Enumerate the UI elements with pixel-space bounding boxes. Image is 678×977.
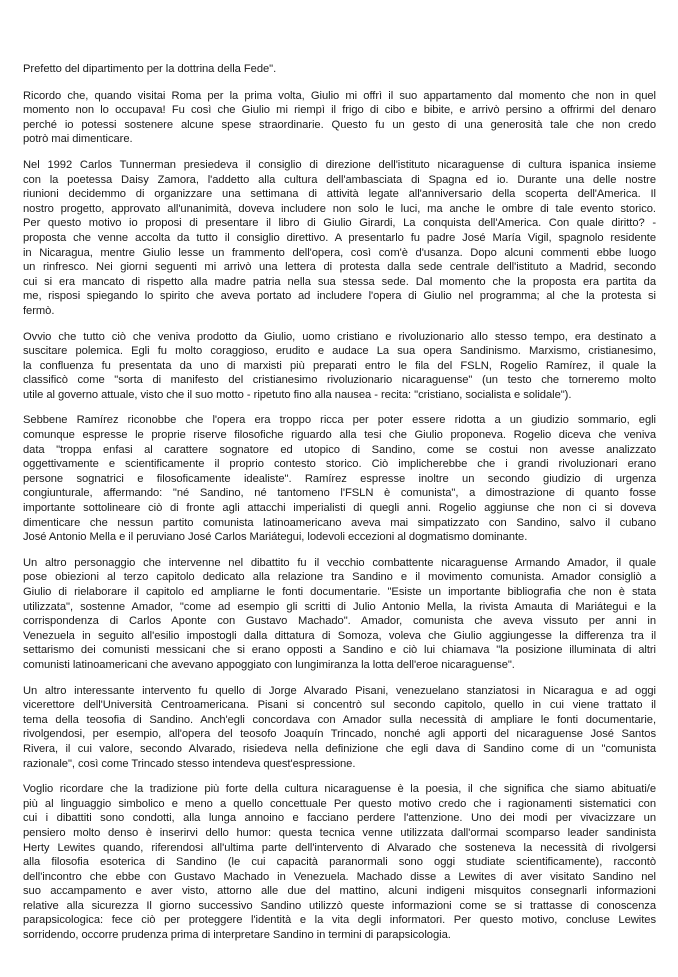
text-line: oggettivamente e scientificamente il proprio contesto storico. Ciò implicherebbe che i grandi rivoluzionari erano bbox=[23, 458, 656, 471]
text-line: data "troppa enfasi al carattere sognatore ed utopico di Sandino, come se costui non avesse analizzato bbox=[23, 443, 656, 456]
text-line: Rivera, il cui valore, secondo Alvarado, risiedeva nella definizione che egli dava di Sandino come di un "comunista bbox=[23, 742, 656, 755]
paragraph bbox=[23, 684, 656, 772]
text-line: potrò mai dimenticare. bbox=[23, 133, 133, 146]
text-line: Ricordo che, quando visitai Roma per la prima volta, Giulio mi offrì il suo appartamento dal momento che non in quel bbox=[23, 89, 656, 102]
text-line: pensiero molto denso è inserirvi dello humor: questa tecnica venne utilizzata dall'ormai scomparso leader sandinista bbox=[23, 826, 656, 839]
text-line: comunisti latinoamericani che avevano appoggiato con lungimiranza la lotta dell'eroe nicaraguense". bbox=[23, 658, 515, 671]
text-line: fermò. bbox=[23, 304, 55, 317]
text-line: Sebbene Ramírez riconobbe che l'opera era troppo ricca per poter essere ridotta a un giudizio sommario, egli bbox=[23, 414, 656, 427]
paragraph bbox=[23, 62, 656, 77]
paragraph bbox=[23, 158, 656, 319]
text-line: in Nicaragua, mentre Giulio lesse un frammento dell'opera, così com'è d'usanza. Dopo alcuni commenti ebbe luogo bbox=[23, 246, 656, 259]
text-line: riunioni decidemmo di organizzare una settimana di attività legate all'anniversario della scoperta dell'America. Il bbox=[23, 188, 656, 201]
text-line: pose obiezioni al terzo capitolo dedicato alla relazione tra Sandino e il movimento comunista. Amador consigliò a bbox=[23, 571, 656, 584]
text-line: Voglio ricordare che la tradizione più forte della cultura nicaraguense è la poesia, il che significa che siamo abituati/e bbox=[23, 783, 656, 796]
text-line: Prefetto del dipartimento per la dottrina della Fede". bbox=[23, 63, 277, 75]
text-line: dimenticare che nessun partito comunista latinoamericano aveva mai simpatizzato con Sandino, salvo il cubano bbox=[23, 516, 656, 529]
paragraph bbox=[23, 330, 656, 403]
text-line: proposta che venne accolta da tutto il consiglio direttivo. A presentarlo fu padre José María Vigil, spagnolo residente bbox=[23, 231, 656, 244]
text-line: Per questo motivo io proposi di presentare il libro di Giulio Girardi, La conquista dell'America. Con quale diritto? - bbox=[23, 217, 656, 230]
text-line: suo accampamento e aver visto, attorno alle due del mattino, alcuni indigeni misquitos consegnarli informazioni bbox=[23, 885, 656, 898]
text-line: nostro progetto, approvato all'unanimità, doveva includere non solo le luci, ma anche le ombre di tale evento storico. bbox=[23, 202, 656, 215]
text-line: un rinfresco. Nei giorni seguenti mi arrivò una lettera di protesta dalla sede centrale dell'istituto a Madrid, secondo bbox=[23, 261, 656, 274]
text-line: con la poetessa Daisy Zamora, l'addetto alla cultura dell'ambasciata di Spagna ed io. Durante una delle nostre bbox=[23, 173, 656, 186]
text-line: momento non lo occupava! Fu così che Giulio mi riempì il frigo di cibo e bibite, e arrivò persino a offrirmi del denaro bbox=[23, 104, 656, 117]
text-line: me, risposi spiegando lo spirito che aveva portato ad includere l'opera di Giulio nel programma; al che la protesta si bbox=[23, 290, 656, 303]
text-line: Herty Lewites quando, riferendosi all'ultima parte dell'intervento di Alvarado che sosteneva la necessità di rivolgersi bbox=[23, 841, 656, 854]
text-line: rivolgendosi, per esempio, all'opera del teosofo Joaquín Trincado, nonché agli apporti del nicaraguense José Santos bbox=[23, 728, 656, 741]
text-line: José Antonio Mella e il peruviano José Carlos Mariátegui, lodevoli eccezioni al dogmatismo dominante. bbox=[23, 531, 528, 544]
text-line: comunque espresse le proprie riserve filosofiche riguardo alla tesi che Giulio proponeva. Rogelio diceva che veniva bbox=[23, 429, 656, 442]
text-line: settarismo dei comunisti messicani che si erano opposti a Sandino e ciò lui chiamava "la posizione illuminata di altri bbox=[23, 644, 656, 657]
paragraph bbox=[23, 413, 656, 544]
text-line: Nel 1992 Carlos Tunnerman presiedeva il consiglio di direzione dell'istituto nicaraguense di cultura ispanica insieme bbox=[23, 158, 656, 171]
text-line: relative alla sicurezza Il giorno successivo Sandino utilizzò queste informazioni come se si trattasse di conoscenza bbox=[23, 899, 656, 912]
paragraph bbox=[23, 89, 656, 147]
text-line: più al linguaggio simbolico e meno a quello concettuale Per questo motivo credo che i ragionamenti sistematici con bbox=[23, 797, 656, 810]
text-line: Un altro personaggio che intervenne nel dibattito fu il vecchio combattente nicaraguense Armando Amador, il quale bbox=[23, 556, 656, 569]
text-line: utile al governo attuale, visto che il suo motto - ripetuto fino alla nausea - recita: "cristiano, socialista e solidale"). bbox=[23, 388, 572, 401]
text-line: classificò come "sorta di manifesto del cristianesimo rivoluzionario nicaraguense" (un testo che torneremo molto bbox=[23, 374, 656, 387]
text-line: persone sognatrici e filosoficamente idealiste". Ramírez espresse inoltre un secondo giudizio di urgenza bbox=[23, 472, 656, 485]
text-line: sorridendo, occorre prudenza prima di interpretare Sandino in termini di parapsicologia. bbox=[23, 929, 451, 942]
text-line: la confluenza fu presentata da uno di marxisti più preparati entro le fila del FSLN, Rogelio Ramírez, il quale la bbox=[23, 359, 656, 372]
paragraph bbox=[23, 782, 656, 943]
text-line: Giulio di rielaborare il capitolo ed ampliarne le fonti documentarie. "Esiste un importante bibliografia che non è stata bbox=[23, 586, 656, 598]
text-line: Ovvio che tutto ciò che veniva prodotto da Giulio, uomo cristiano e rivoluzionario allo stesso tempo, era destinato a bbox=[23, 330, 656, 343]
text-line: alla filosofia esoterica di Sandino (le cui capacità paranormali sono oggi studiate scientificamente), raccontò bbox=[23, 856, 656, 869]
text-line: importante sottolineare ciò di fronte agli attacchi imperialisti di quegli anni. Rogelio aggiunse che non ci si doveva bbox=[23, 502, 656, 515]
text-line: razionale", così come Trincado stesso intendeva quest'espressione. bbox=[23, 757, 356, 770]
text-line: congiunturale, affermando: "né Sandino, né tantomeno l'FSLN è comunista", a dimostrazione di quanto fosse bbox=[23, 487, 656, 500]
text-line: Un altro interessante intervento fu quello di Jorge Alvarado Pisani, venezuelano stanziatosi in Nicaragua e ad oggi bbox=[23, 684, 656, 697]
text-line: parapsicologica: fece ciò per proteggere l'identità e la vita degli informatori. Per questo motivo, concluse Lewites bbox=[23, 914, 656, 927]
paragraph bbox=[23, 556, 656, 673]
text-line: tema della teosofia di Sandino. Anch'egli concordava con Amador sulla necessità di ampliare le fonti documentarie, bbox=[23, 713, 656, 726]
text-line: perché io potessi sostenere alcune spese straordinarie. Questo fu un gesto di una generosità tale che non credo bbox=[23, 118, 656, 131]
text-line: cui si era mancato di rispetto alla madre patria nella sua stessa sede. Dal momento che la proposta era partita da bbox=[23, 275, 656, 288]
text-line: cui i dibattiti sono condotti, alla lunga annoino e facciano perdere l'attenzione. Uno dei modi per vivacizzare un bbox=[23, 812, 656, 825]
text-line: suscitare polemica. Egli fu molto coraggioso, erudito e audace La sua opera Sandinismo. Marxismo, cristianesimo, bbox=[23, 345, 656, 358]
text-line: Venezuela in seguito all'esilio impostogli dalla dittatura di Somoza, voleva che Giulio aggiungesse la differenza tra il bbox=[23, 629, 656, 642]
text-line: dell'incontro che ebbe con Gustavo Machado in Venezuela. Machado disse a Lewites di aver visitato Sandino nel bbox=[23, 870, 656, 883]
text-line: utilizzata", sostenne Amador, "come ad esempio gli scritti di Julio Antonio Mella, la rivista Amauta di Mariátegui e la bbox=[23, 600, 656, 613]
text-line: corrispondenza di Carlos Aponte con Gustavo Machado". Amador, comunista che aveva vissuto per anni in bbox=[23, 615, 656, 628]
text-line: vicerettore dell'Università Centroamericana. Pisani si concentrò sul secondo capitolo, quello in cui viene trattato il bbox=[23, 699, 656, 712]
